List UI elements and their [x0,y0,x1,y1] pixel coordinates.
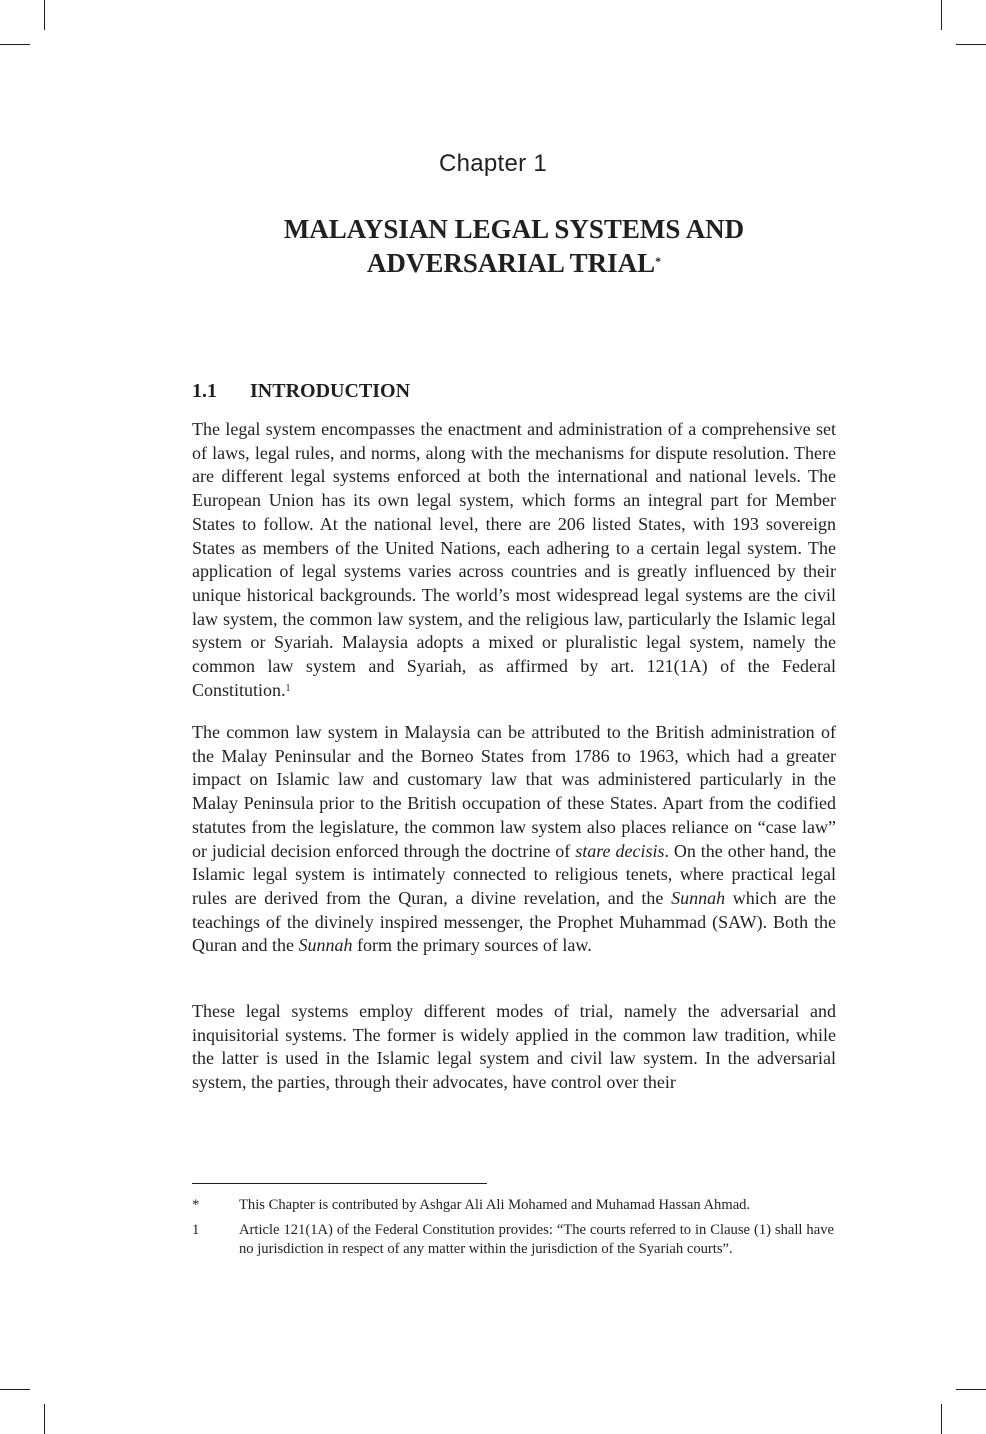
crop-mark-top-right-h [956,44,986,45]
paragraph-2-text-a: The common law system in Malaysia can be attributed to the British administration of the Malay Peninsular and the Borneo States from 1786 to 1963, which had a greater impact on Islamic law and customary law that was administered particularly in the Malay Peninsula prior to the British occupation of these States. Apart from the codified statutes from the legislature, the common law system also places reliance on “case law” or judicial decision enforced through the doctrine of [192,722,836,861]
section-title: INTRODUCTION [250,380,411,402]
paragraph-2 [192,721,836,958]
crop-mark-bottom-left-v [44,1404,45,1434]
paragraph-2-text-c: which are the teachings of the divinely inspired messenger, the Prophet Muhammad (SAW). Both the Quran and the [192,887,837,956]
footnote-star-text: This Chapter is contributed by Ashgar Ali Ali Mohamed and Muhamad Hassan Ahmad. [239,1197,751,1213]
paragraph-1-text: The legal system encompasses the enactment and administration of a comprehensive set of laws, legal rules, and norms, along with the mechanisms for dispute resolution. There are different legal systems enforced at both the international and national levels. The European Union has its own legal system, which forms an integral part for Member States to follow. At the national level, there are 206 listed States, with 193 sovereign States as members of the United Nations, each adhering to a certain legal system. The application of legal systems varies across countries and is greatly influenced by their unique historical backgrounds. The world’s most widespread legal systems are the civil law system, the common law system, and the religious law, particularly the Islamic legal system or Syariah. Malaysia adopts a mixed or pluralistic legal system, namely the common law system and Syariah, as affirmed by art. 121(1A) of the Federal Constitution. [192,419,836,700]
crop-mark-bottom-left-h [0,1389,30,1390]
chapter-title-line1: MALAYSIAN LEGAL SYSTEMS AND [283,214,745,244]
footnote-1-mark: 1 [192,1222,200,1238]
chapter-title [0,212,986,280]
chapter-title-footnote-mark: * [655,254,662,268]
chapter-title-line2: ADVERSARIAL TRIAL [366,248,656,278]
footnote-separator [192,1183,487,1184]
crop-mark-bottom-right-h [956,1389,986,1390]
paragraph-2-italic-sunnah-1: Sunnah [671,887,726,908]
paragraph-2-text-d: form the primary sources of law. [352,935,592,956]
footnote-ref-1: 1 [285,682,291,694]
chapter-label: Chapter 1 [438,150,548,177]
section-heading [192,380,410,403]
footnote-star-mark: * [192,1197,200,1213]
footnote-1 [192,1221,834,1258]
section-number: 1.1 [192,380,217,402]
crop-mark-bottom-right-v [941,1404,942,1434]
paragraph-3: These legal systems employ different modes of trial, namely the adversarial and inquisitorial systems. The former is widely applied in the common law tradition, while the latter is used in the Islamic legal system and civil law system. In the adversarial system, the parties, through their advocates, have control over their [192,1001,836,1093]
paragraph-2-italic-stare-decisis: stare decisis [575,840,665,861]
footnote-1-text: Article 121(1A) of the Federal Constitution provides: “The courts referred to in Clause (1) shall have no jurisdiction in respect of any matter within the jurisdiction of the Syariah courts”. [239,1222,834,1257]
paragraph-1 [192,418,836,702]
paragraph-2-text-b: . On the other hand, the Islamic legal system is intimately connected to religious tenets, where practical legal rules are derived from the Quran, a divine revelation, and the [192,840,837,908]
footnote-star [192,1196,834,1215]
crop-mark-top-left-v [44,0,45,30]
crop-mark-top-left-h [0,44,30,45]
paragraph-2-italic-sunnah-2: Sunnah [298,935,353,956]
crop-mark-top-right-v [941,0,942,30]
